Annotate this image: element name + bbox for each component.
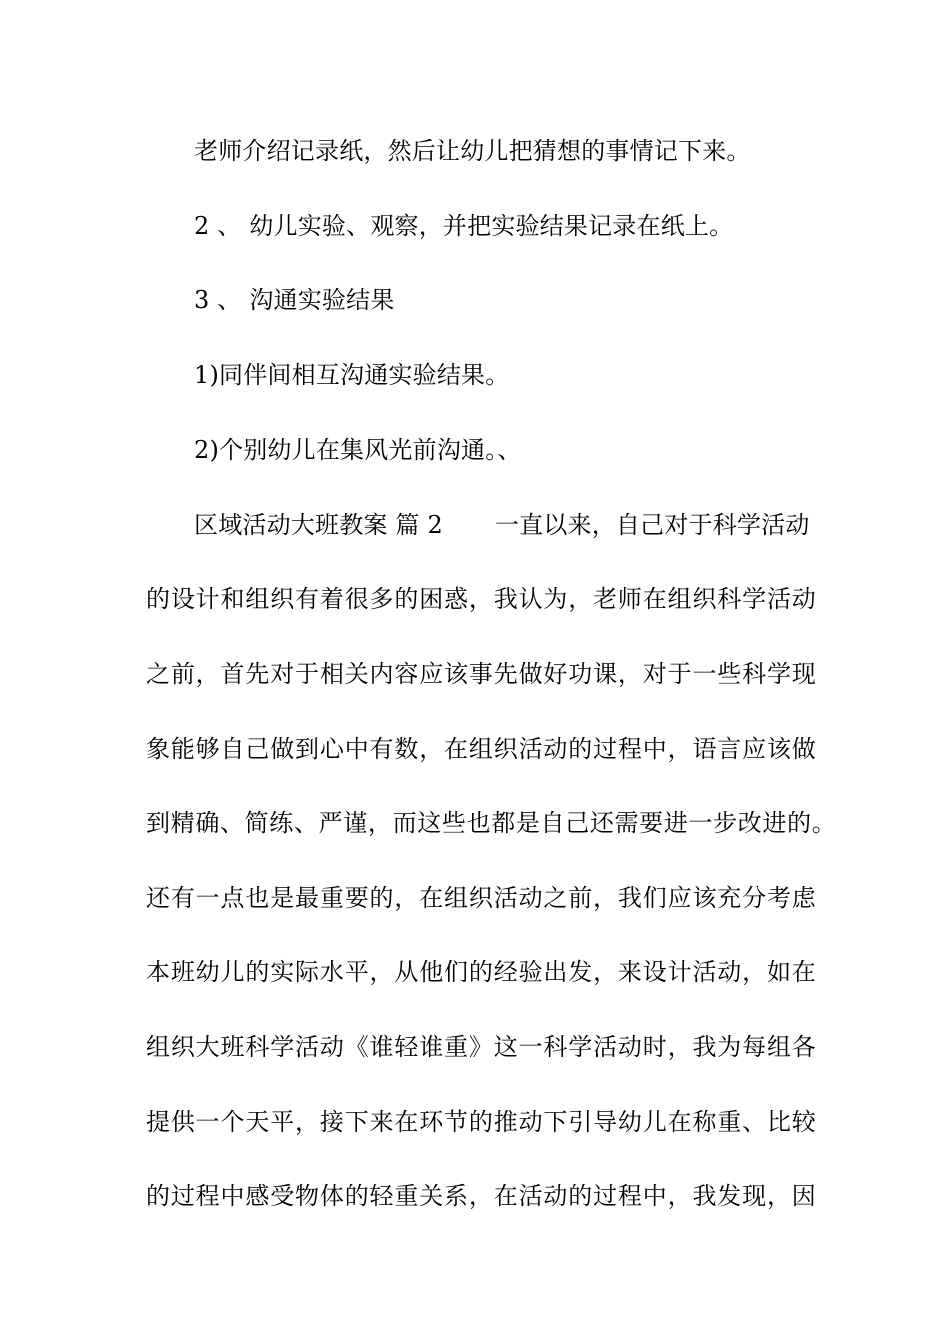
paragraph-line: 3 、 沟通实验结果 xyxy=(194,286,395,314)
paragraph-line: 还有一点也是最重要的，在组织活动之前，我们应该充分考虑 xyxy=(146,884,816,912)
paragraph-line: 提供一个天平，接下来在环节的推动下引导幼儿在称重、比较 xyxy=(146,1108,816,1136)
paragraph-line: 老师介绍记录纸，然后让幼儿把猜想的事情记下来。 xyxy=(194,137,751,165)
paragraph-line: 的设计和组织有着很多的困惑，我认为，老师在组织科学活动 xyxy=(146,585,816,613)
paragraph-line: 到精确、简练、严谨，而这些也都是自己还需要进一步改进的。 xyxy=(146,809,836,837)
paragraph-line: 本班幼儿的实际水平，从他们的经验出发，来设计活动，如在 xyxy=(146,958,816,986)
paragraph-line: 的过程中感受物体的轻重关系，在活动的过程中，我发现，因 xyxy=(146,1182,816,1210)
paragraph-line: 组织大班科学活动《谁轻谁重》这一科学活动时，我为每组各 xyxy=(146,1033,816,1061)
paragraph-line: 2)个别幼儿在集风光前沟通。、 xyxy=(194,436,522,464)
paragraph-line: 之前，首先对于相关内容应该事先做好功课，对于一些科学现 xyxy=(146,660,816,688)
section-heading: 区域活动大班教案 篇 2 xyxy=(194,511,443,539)
paragraph-line: 象能够自己做到心中有数，在组织活动的过程中，语言应该做 xyxy=(146,735,816,763)
section-heading-line xyxy=(194,505,814,545)
paragraph-line: 1)同伴间相互沟通实验结果。 xyxy=(194,361,510,389)
paragraph-line: 2 、 幼儿实验、观察，并把实验结果记录在纸上。 xyxy=(194,212,734,240)
paragraph-start: 一直以来，自己对于科学活动 xyxy=(494,511,810,539)
